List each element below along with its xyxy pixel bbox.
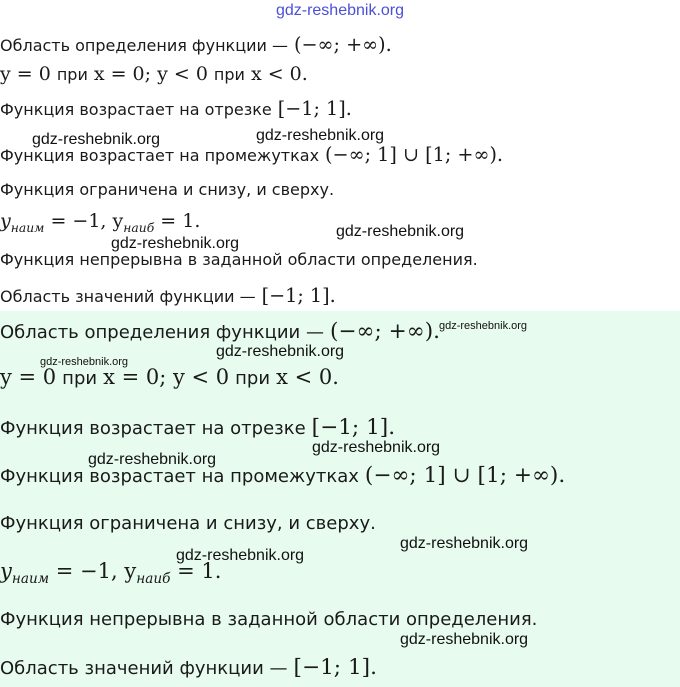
watermark: gdz-reshebnik.org (400, 535, 529, 552)
continuity-text: Функция непрерывна в заданной области определения. (0, 250, 478, 269)
increase-intervals-text: Функция возрастает на промежутках (0, 146, 320, 165)
zeros-math-3: x < 0. (276, 365, 339, 389)
watermark: gdz-reshebnik.org (111, 235, 240, 252)
increase-segment-text: Функция возрастает на отрезке (0, 100, 272, 119)
increase-segment-math: [−1; 1]. (277, 97, 352, 120)
range-math: [−1; 1]. (261, 284, 336, 307)
increase-segment-text: Функция возрастает на отрезке (0, 418, 306, 439)
zeros-math-2: x = 0; y < 0 (93, 63, 208, 85)
extremes-line (0, 210, 200, 235)
zeros-word-1: при (62, 368, 98, 389)
zeros-word-1: при (56, 65, 88, 84)
extremes-math: $y_{наим} = -1$, $y_{наиб} = 1$. (0, 210, 201, 235)
range-line (0, 655, 377, 680)
range-text: Область значений функции — (0, 287, 256, 306)
domain-math: (−∞; +∞). (293, 33, 392, 56)
watermark: gdz-reshebnik.org (400, 631, 529, 648)
continuity-text: Функция непрерывна в заданной области определения. (0, 609, 538, 630)
bounded-line (0, 180, 334, 199)
continuity-line (0, 609, 537, 630)
zeros-math-1: y = 0 (0, 63, 51, 85)
increase-segment-math: [−1; 1]. (311, 415, 396, 440)
watermark: gdz-reshebnik.org (216, 343, 345, 360)
increase-intervals-math: (−∞; 1] ∪ [1; +∞). (364, 463, 566, 488)
domain-text: Область определения функции — (0, 322, 324, 343)
range-math: [−1; 1]. (293, 655, 377, 680)
zeros-line (0, 63, 308, 85)
increase-intervals-line (0, 463, 565, 488)
watermark: gdz-reshebnik.org (32, 131, 161, 148)
domain-math: (−∞; +∞). (329, 319, 440, 344)
zeros-line (0, 365, 339, 389)
range-line (0, 284, 336, 307)
bounded-text: Функция ограничена и снизу, и сверху. (0, 180, 335, 199)
watermark: gdz-reshebnik.org (256, 127, 385, 144)
zeros-math-3: x < 0. (250, 63, 308, 85)
watermark: gdz-reshebnik.org (176, 547, 305, 564)
zeros-math-2: x = 0; y < 0 (103, 365, 230, 389)
domain-line (0, 319, 440, 344)
bounded-text: Функция ограничена и снизу, и сверху. (0, 513, 376, 534)
site-link[interactable]: gdz-reshebnik.org (275, 2, 405, 19)
watermark: gdz-reshebnik.org (88, 451, 217, 468)
increase-intervals-math: (−∞; 1] ∪ [1; +∞). (325, 143, 504, 166)
bounded-line (0, 513, 376, 534)
watermark: gdz-reshebnik.org (336, 223, 465, 240)
watermark: gdz-reshebnik.org (439, 320, 528, 332)
range-text: Область значений функции — (0, 658, 288, 679)
domain-text: Область определения функции — (0, 36, 288, 55)
domain-line (0, 33, 392, 56)
increase-intervals-text: Функция возрастает на промежутках (0, 466, 359, 487)
increase-segment-line (0, 415, 395, 440)
zeros-word-2: при (213, 65, 245, 84)
zeros-math-1: y = 0 (0, 365, 57, 389)
extremes-math: $y_{наим} = -1$, $y_{наиб} = 1$. (0, 559, 222, 588)
watermark: gdz-reshebnik.org (40, 356, 129, 368)
watermark: gdz-reshebnik.org (312, 439, 441, 456)
increase-segment-line (0, 97, 352, 120)
zeros-word-2: при (235, 368, 271, 389)
